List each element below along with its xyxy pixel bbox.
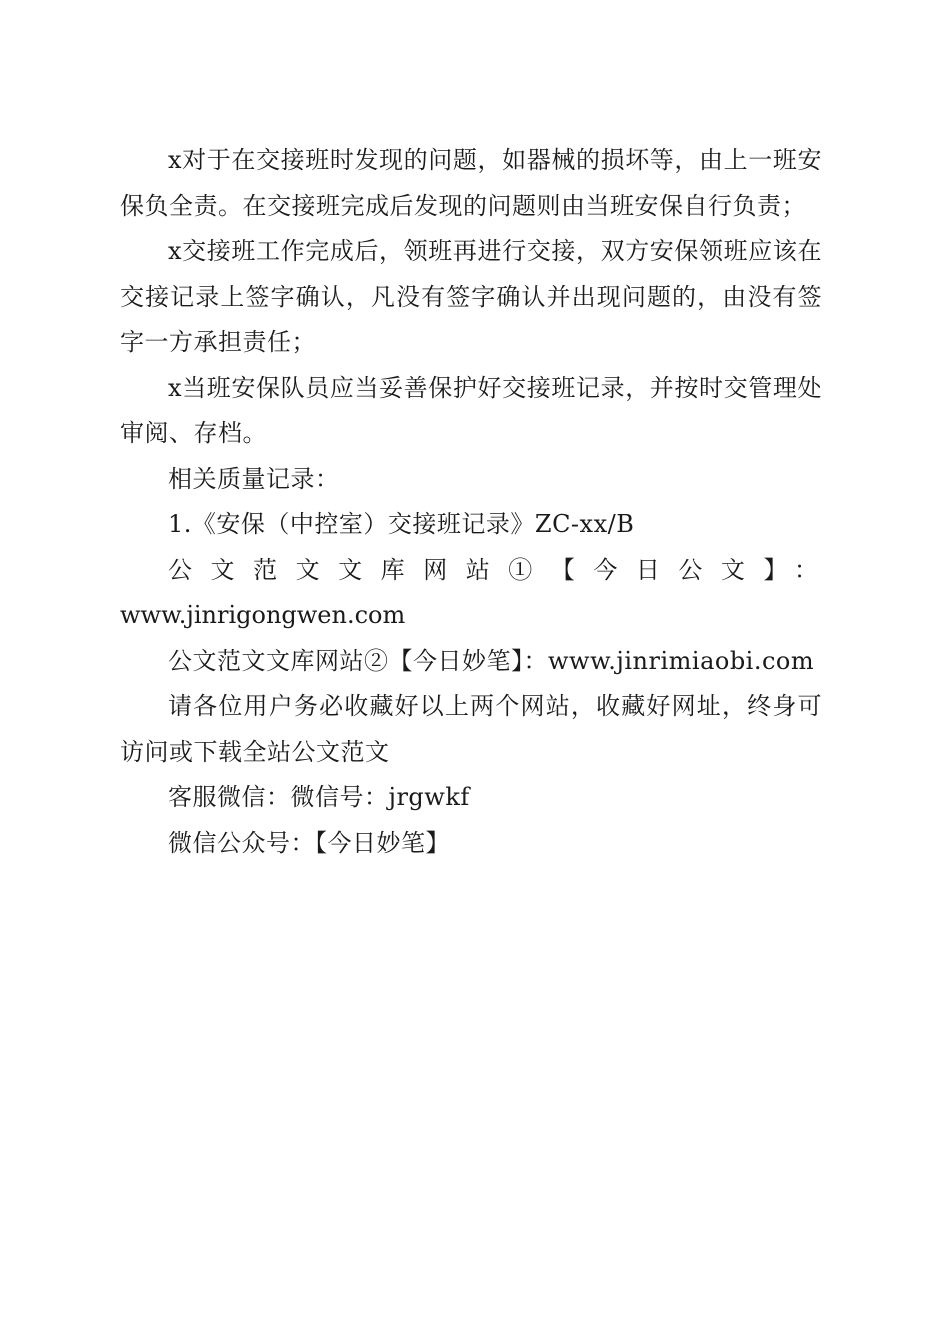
site1-url-link[interactable]: www.jinrigongwen.com bbox=[120, 601, 406, 629]
paragraph-bookmark-notice: 请各位用户务必收藏好以上两个网站，收藏好网址，终身可访问或下载全站公文范文 bbox=[120, 692, 822, 766]
paragraph-quality-record-item: 1.《安保（中控室）交接班记录》ZC-xx/B bbox=[168, 510, 635, 538]
paragraph-record-keeping: x当班安保队员应当妥善保护好交接班记录，并按时交管理处审阅、存档。 bbox=[120, 373, 822, 447]
site2-line[interactable]: 公文范文文库网站②【今日妙笔】：www.jinrimiaobi.com bbox=[168, 646, 815, 675]
document-page bbox=[120, 138, 822, 866]
paragraph-handover-signature: x交接班工作完成后，领班再进行交接，双方安保领班应该在交接记录上签字确认，凡没有签字确认并出现问题的，由没有签字一方承担责任； bbox=[120, 237, 822, 356]
paragraph-handover-issues: x对于在交接班时发现的问题，如器械的损坏等，由上一班安保负全责。在交接班完成后发现的问题则由当班安保自行负责； bbox=[120, 146, 822, 220]
paragraph-quality-records-heading: 相关质量记录： bbox=[168, 464, 340, 493]
site1-label: 公文范文文库网站①【今日公文】： bbox=[168, 555, 822, 584]
service-wechat: 客服微信：微信号：jrgwkf bbox=[168, 783, 470, 811]
public-account: 微信公众号：【今日妙笔】 bbox=[168, 828, 450, 857]
